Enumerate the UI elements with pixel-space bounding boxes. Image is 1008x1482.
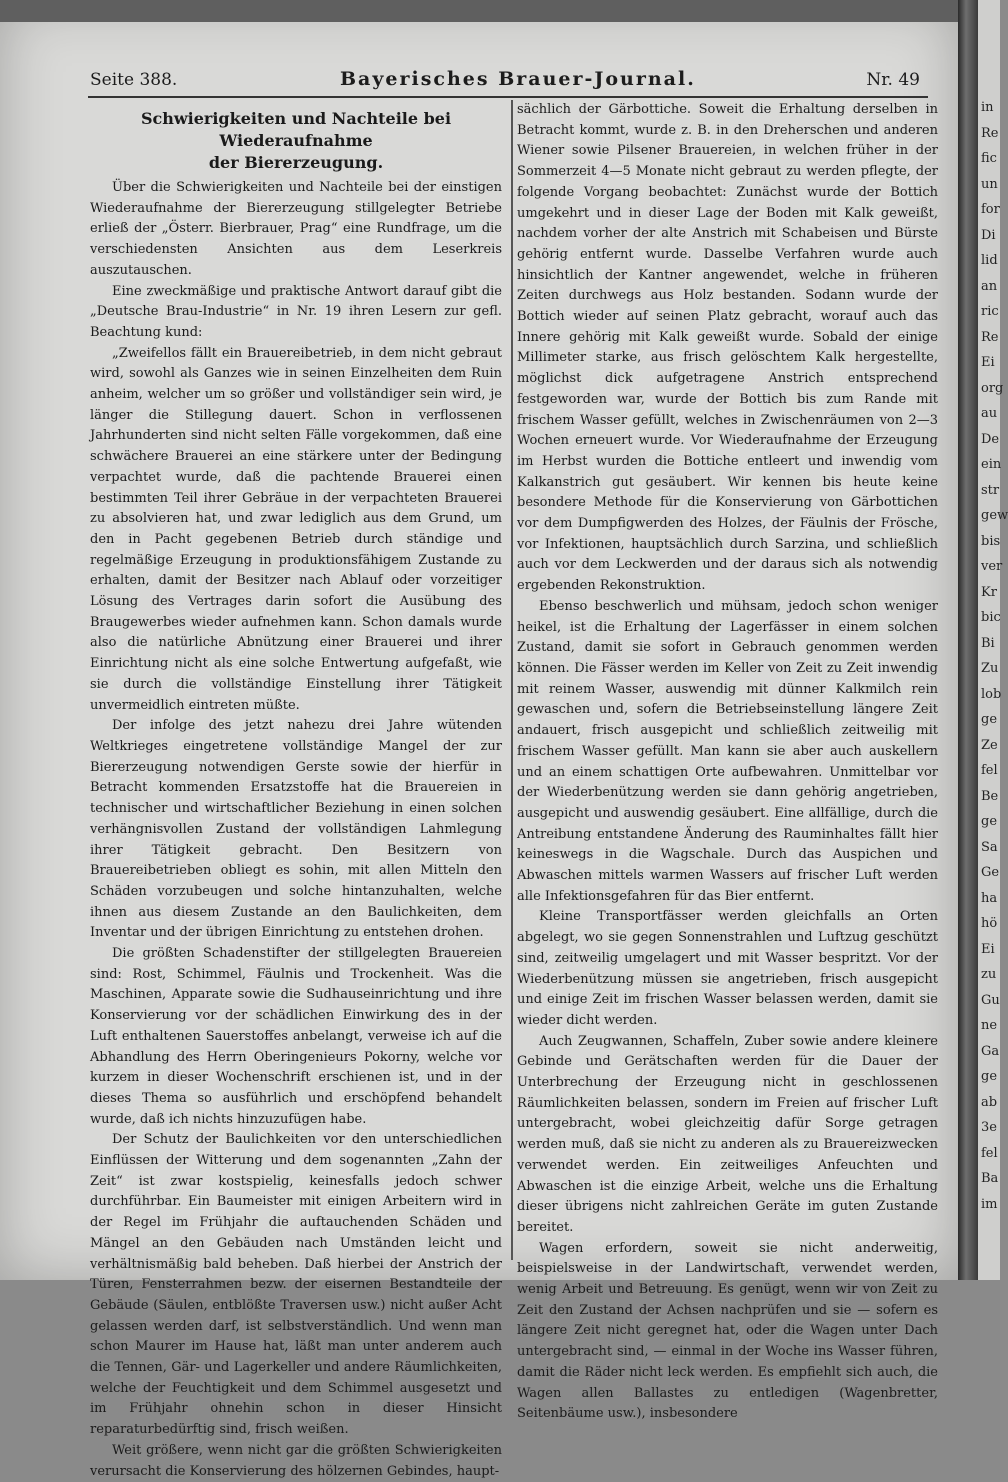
adjacent-page-fragment: im [981, 1196, 998, 1212]
scan-border-top [0, 0, 958, 22]
paragraph: Die größten Schadenstifter der stillgelegten Brauereien sind: Rost, Schimmel, Fäulnis und Trockenheit. Was die Maschinen, Apparate sowie die Sudhauseinrichtung und ihre Konservierung vor der schädlichen Einwirkung des in der Luft enthaltenen Sauerstoffes anbelangt, verweise ich auf die Abhandlung des Herrn Oberingenieurs Pokorny, welche vor kurzem in dieser Wochenschrift erschienen ist, und in der dieses Thema so ausführlich und erschöpfend behandelt wurde, daß ich nichts hinzuzufügen habe. [90, 946, 502, 1127]
adjacent-page-fragment: gew [981, 508, 1008, 523]
adjacent-page-fragment: Bi [981, 635, 995, 651]
article-title-line-1: Schwierigkeiten und Nachteile bei Wiederaufnahme [140, 109, 452, 150]
adjacent-page-fragment: org [981, 380, 1004, 396]
article-title [90, 108, 502, 174]
header-rule [88, 96, 928, 98]
paragraph: Wagen erfordern, soweit sie nicht anderweitig, beispielsweise in der Landwirtschaft, verwendet werden, wenig Arbeit und Betreuung. Es genügt, wenn wir von Zeit zu Zeit den Zustand der Achsen nachprüfen und sie — sofern es längere Zeit nicht geregnet hat, oder die Wagen unter Dach untergebracht sind, — einmal in der Woche ins Wasser führen, damit die Räder nicht leck werden. Es empfiehlt sich auch, die Wagen allen Ballastes zu entledigen (Wagenbretter, Seitenbäume usw.), insbesondere [517, 1240, 938, 1422]
paragraph: Eine zweckmäßige und praktische Antwort darauf gibt die „Deutsche Brau-Industrie“ in Nr. 19 ihren Lesern zur gefl. Beachtung kund: [90, 283, 502, 340]
paragraph: Auch Zeugwannen, Schaffeln, Zuber sowie andere kleinere Gebinde und Gerätschaften werden für die Dauer der Unterbrechung der Erzeugung nicht in geschlossenen Räumlichkeiten belassen, sondern im Freien auf frischer Luft untergebracht, wobei gleichzeitig dafür Sorge getragen werden muß, daß sie nicht zu anderen als zu Brauereizwecken verwendet werden. Ein zeitweiliges Anfeuchten und Abwaschen ist die einzige Arbeit, welche uns die Erhaltung dieser übrigens nicht zahlreichen Geräte im guten Zustande bereitet. [517, 1033, 938, 1235]
adjacent-page-fragment: fic [981, 151, 997, 166]
adjacent-page-fragment: De [981, 431, 1000, 447]
adjacent-page-fragment: ver [981, 559, 1003, 574]
adjacent-page-fragment: Ei [981, 941, 995, 957]
paragraph: Ebenso beschwerlich und mühsam, jedoch schon weniger heikel, ist die Erhaltung der Lagerfässer in einem solchen Zustand, damit sie sofort in Gebrauch genommen werden können. Die Fässer werden im Keller von Zeit zu Zeit inwendig mit reinem Wasser, auswendig mit dünner Kalkmilch rein gewaschen und, sofern die Betriebseinstellung längere Zeit andauert, frisch ausgepicht und schließlich zeitweilig mit frischem Wasser gefüllt. Man kann sie aber auch auskellern und an einem schattigen Orte aufbewahren. Unmittelbar vor der Wiederbenützung werden sie dann gehörig angetrieben, ausgepicht und auswendig gesäubert. Eine allfällige, durch die Antreibung entstandene Änderung des Rauminhaltes fällt hier keineswegs in die Wagschale. Durch das Auspichen und Abwaschen mittels warmen Wassers auf frischer Luft werden alle Infektionsgefahren für das Bier entfernt. [517, 598, 938, 904]
adjacent-page-fragment: lob [981, 686, 1002, 702]
column-divider [511, 100, 513, 1260]
right-column [517, 100, 938, 1425]
paragraph: Der Schutz der Baulichkeiten vor den unterschiedlichen Einflüssen der Witterung und dem sogenannten „Zahn der Zeit“ ist zwar kostspielig, keinesfalls jedoch schwer durchführbar. Ein Baumeister mit einigen Arbeitern wird in der Regel im Frühjahr die auftauchenden Schäden und Mängel an den Gebäuden nach Umständen leicht und verhältnismäßig bald beheben. Daß hierbei der Anstrich der Türen, Fensterrahmen bezw. der eisernen Bestandteile der Gebäude (Säulen, entblößte Traversen usw.) nicht außer Acht gelassen werden darf, ist selbstverständlich. Und wenn man schon Maurer im Hause hat, läßt man unter anderem auch die Tennen, Gär- und Lagerkeller und andere Räumlichkeiten, welche der Feuchtigkeit und dem Schimmel ausgesetzt und im Frühjahr ohnehin schon in dieser Hinsicht reparaturbedürftig sind, frisch weißen. [90, 1132, 502, 1438]
journal-title: Bayerisches Brauer-Journal. [340, 68, 696, 90]
adjacent-page-fragment: Re [981, 125, 999, 141]
adjacent-page-fragment: Gu [981, 992, 1000, 1008]
adjacent-page-fragment: Sa [981, 839, 998, 855]
adjacent-page-fragment: ge [981, 712, 998, 727]
adjacent-page-fragment: ab [981, 1094, 998, 1110]
page-header [90, 70, 920, 94]
adjacent-page-fragment: ge [981, 814, 998, 829]
adjacent-page-fragment: Ze [981, 737, 998, 753]
issue-number: Nr. 49 [866, 70, 920, 90]
adjacent-page-edge [978, 0, 1008, 1280]
adjacent-page-fragment: Re [981, 329, 999, 345]
adjacent-page-fragment: Di [981, 227, 996, 243]
adjacent-page-fragment: an [981, 278, 998, 294]
adjacent-page-fragment: bis [981, 533, 1001, 549]
paragraph: sächlich der Gärbottiche. Soweit die Erhaltung derselben in Betracht kommt, wurde z. B. in den Dreherschen und anderen Wiener sowie Pilsener Brauereien, in welchen früher in der Sommerzeit 4—5 Monate nicht gebraut zu werden pflegte, der folgende Vorgang beobachtet: Zunächst wurde der Bottich umgekehrt und in dieser Lage der Boden mit Kalk geweißt, nachdem vorher der alte Anstrich mit Schabeisen und Bürste gehörig entfernt wurde. Dasselbe Verfahren wurde auch hinsichtlich der Kantner angewendet, welche in früheren Zeiten durchwegs aus Holz bestanden. Sodann wurde der Bottich wieder auf seinen Platz gebracht, worauf auch das Innere gehörig mit Kalk geweißt wurde. Sobald der einige Millimeter starke, aus frisch gelöschtem Kalk hergestellte, möglichst dick aufgetragene Anstrich entsprechend festgeworden war, wurde der Bottich bis zum Rande mit frischem Wasser gefüllt, welches in Zwischenräumen von 2—3 Wochen erneuert wurde. Vor Wiederaufnahme der Erzeugung im Herbst wurden die Bottiche entleert und inwendig vom Kalkanstrich gut gesäubert. Wir kennen bis heute keine besondere Methode für die Konservierung von Gärbottichen vor dem Dumpfigwerden des Holzes, der Fäulnis der Frösche, vor Infektionen, hauptsächlich durch Sarzina, und schließlich auch vor dem Leckwerden und der daraus sich als notwendig ergebenden Rekonstruktion. [517, 102, 938, 594]
adjacent-page-fragment: ge [981, 1069, 998, 1084]
adjacent-page-fragment: lid [981, 253, 998, 268]
adjacent-page-fragment: Zu [981, 661, 999, 676]
adjacent-page-fragment: fel [981, 1145, 998, 1161]
adjacent-page-fragment: hö [981, 916, 998, 931]
adjacent-page-fragment: fel [981, 763, 998, 778]
page-number: Seite 388. [90, 70, 178, 90]
adjacent-page-fragment: 3e [981, 1120, 997, 1135]
adjacent-page-fragment: Ge [981, 865, 1000, 880]
adjacent-page-fragment: ne [981, 1018, 998, 1033]
adjacent-page-fragment: Be [981, 788, 999, 804]
adjacent-page-fragment: for [981, 202, 1000, 217]
adjacent-page-fragment: au [981, 406, 998, 421]
paragraph: „Zweifellos fällt ein Brauereibetrieb, in dem nicht gebraut wird, sowohl als Ganzes wie in seinen Einzelheiten dem Ruin anheim, welcher um so größer und vollständiger sein wird, je länger die Stillegung dauert. Schon in verflossenen Jahrhunderten sind nicht selten Fälle vorgekommen, daß eine schwächere Brauerei an eine stärkere unter der Bedingung verpachtet wurde, daß die pachtende Brauerei einen bestimmten Teil ihrer Gebräue in der verpachteten Brauerei zu absolvieren hat, und zwar lediglich aus dem Grund, um den in Pacht gegebenen Betrieb durch ständige und regelmäßige Erzeugung in produktionsfähigem Zustande zu erhalten, damit der Besitzer nach Ablauf oder vorzeitiger Lösung des Vertrages darin sofort die Ausübung des Braugewerbes wieder aufnehmen kann. Schon damals wurde also die natürliche Abnützung einer Brauerei und ihrer Einrichtung nicht als eine solche Entwertung aufgefaßt, wie sie durch die vollständige Einstellung ihrer Tätigkeit unvermeidlich eintreten müßte. [90, 345, 502, 713]
adjacent-page-fragment: bic [981, 610, 1001, 625]
adjacent-page-fragment: Ga [981, 1043, 1000, 1059]
adjacent-page-fragment: un [981, 176, 998, 192]
paragraph: Der infolge des jetzt nahezu drei Jahre wütenden Weltkrieges eingetretene vollständige Mangel der zur Biererzeugung notwendigen Gerste sowie der hierfür in Betracht kommenden Ersatzstoffe hat die Brauereien in technischer und wirtschaftlicher Beziehung in einen solchen verhängnisvollen Zustand der vollständigen Lahmlegung ihrer Tätigkeit gebracht. Den Besitzern von Brauereibetrieben obliegt es sohin, mit allen Mitteln den Schäden vorzubeugen und solche hintanzuhalten, welche ihnen aus diesem Zustande an den Baulichkeiten, dem Inventar und der übrigen Einrichtung zu entstehen drohen. [90, 718, 502, 941]
adjacent-page-fragment: ein [981, 457, 1002, 472]
article-title-line-2: der Biererzeugung. [208, 153, 384, 172]
adjacent-page-fragment: Kr [981, 584, 997, 600]
paragraph: Weit größere, wenn nicht gar die größten Schwierigkeiten verursacht die Konservierung des hölzernen Gebindes, haupt- [90, 1442, 502, 1479]
adjacent-page-fragment: Ei [981, 355, 995, 370]
adjacent-page-fragment: zu [981, 967, 997, 982]
paragraph: Über die Schwierigkeiten und Nachteile bei der einstigen Wiederaufnahme der Biererzeugung stillgelegter Betriebe erließ der „Österr. Bierbrauer, Prag“ eine Rundfrage, um die verschiedensten Ansichten aus dem Leserkreis auszutauschen. [90, 180, 502, 278]
adjacent-page-fragment: Ba [981, 1171, 999, 1186]
adjacent-page-fragment: ric [981, 304, 999, 319]
book-gutter [958, 0, 978, 1280]
adjacent-page-fragment: in [981, 100, 994, 115]
adjacent-page-fragment: str [981, 482, 1000, 498]
paragraph: Kleine Transportfässer werden gleichfalls an Orten abgelegt, wo sie gegen Sonnenstrahlen und Luftzug geschützt sind, zeitweilig umgelagert und mit Wasser bespritzt. Vor der Wiederbenützung müssen sie angetrieben, frisch ausgepicht und einige Zeit im frischen Wasser belassen werden, damit sie wieder dicht werden. [517, 909, 938, 1028]
left-column [90, 100, 502, 1482]
adjacent-page-fragment: ha [981, 890, 998, 906]
